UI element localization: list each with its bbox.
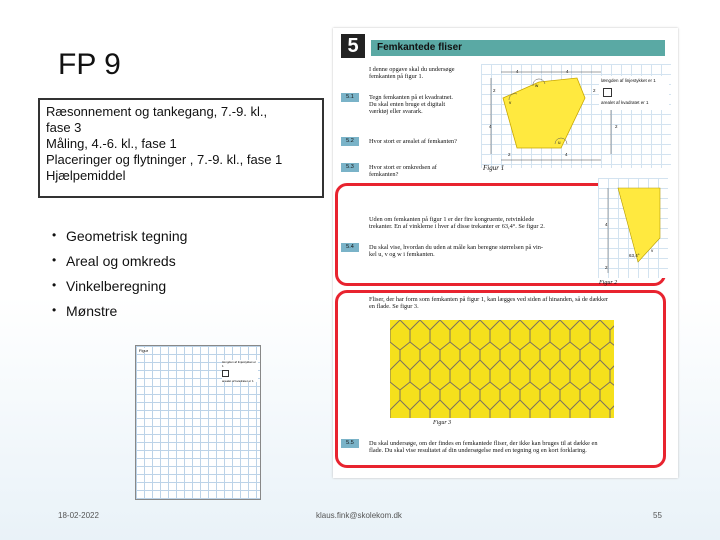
info-line: Ræsonnement og tankegang, 7.-9. kl., xyxy=(46,104,268,119)
figure-2-label: v xyxy=(651,248,654,253)
task-number: 5 xyxy=(341,34,365,58)
info-line: Måling, 4.-6. kl., fase 1 xyxy=(46,136,177,151)
bullet-icon: • xyxy=(52,228,57,242)
task-tag: 5.2 xyxy=(341,137,359,146)
angle-label: w xyxy=(535,83,539,88)
figure-3-caption: Figur 3 xyxy=(433,420,452,426)
dimension-label: 2 xyxy=(593,88,596,93)
unit-square-icon xyxy=(603,88,612,97)
info-line: Hjælpemiddel xyxy=(46,168,126,183)
slide-title: FP 9 xyxy=(58,48,121,81)
dimension-label: 4 xyxy=(489,124,492,129)
task-text: Hvor stort er arealet af femkanten? xyxy=(369,138,457,145)
task-text: Du skal undersøge, om der findes en femkantede fliser, der ikke kan bruges til at dække en flade. Du skal vise resultatet af din undersøgelse med en tegning og en kort forklaring. xyxy=(369,440,598,455)
pentagon-shape xyxy=(503,78,585,148)
bullet-icon: • xyxy=(52,303,57,317)
intro-text: I denne opgave skal du undersøge femkanten på figur 1. xyxy=(369,66,455,81)
figure-2-triangles xyxy=(598,178,668,278)
dimension-label: 4 xyxy=(516,69,519,74)
paragraph-figure-3: Fliser, der har form som femkanten på figur 1, kan lægges ved siden af hinanden, så de dækker en flade. Se figur 3. xyxy=(369,296,608,311)
curriculum-info-box xyxy=(38,98,324,198)
thumbnail-label: Figur xyxy=(139,348,149,353)
list-item: • Vinkelberegning xyxy=(52,278,167,294)
square-icon xyxy=(222,370,229,377)
task-text: Hvor stort er omkredsen af femkanten? xyxy=(369,164,437,179)
info-line: Placeringer og flytninger , 7.-9. kl., fase 1 xyxy=(46,152,283,167)
figure-1-caption: Figur 1 xyxy=(483,164,505,172)
figure-2-label: 63,4° xyxy=(629,253,640,258)
list-item: • Geometrisk tegning xyxy=(52,228,188,244)
figure-3-tiling xyxy=(390,320,614,418)
list-item: • Mønstre xyxy=(52,303,118,319)
dimension-label: 2 xyxy=(508,152,511,157)
dimension-label: 4 xyxy=(566,69,569,74)
task-text: Du skal vise, hvordan du uden at måle kan beregne størrelsen på vin- kel u, v og w i femkanten. xyxy=(369,244,543,259)
figure-2-caption: Figur 2 xyxy=(599,280,618,286)
task-tag: 5.1 xyxy=(341,93,359,102)
answer-sheet-thumbnail xyxy=(135,345,261,500)
footer-date: 18-02-2022 xyxy=(58,511,99,520)
angle-label: v xyxy=(509,100,512,105)
dimension-label: 2 xyxy=(493,88,496,93)
dimension-label: 4 xyxy=(565,152,568,157)
task-tag: 5.5 xyxy=(341,439,359,448)
worksheet-page xyxy=(333,28,678,478)
task-tag: 5.3 xyxy=(341,163,359,172)
topic-list xyxy=(52,228,187,328)
tile-pattern xyxy=(390,320,614,418)
task-tag: 5.4 xyxy=(341,243,359,252)
figure-2-label: 2 xyxy=(605,265,608,270)
list-item: • Areal og omkreds xyxy=(52,253,176,269)
dimension-label: 2 xyxy=(615,124,618,129)
info-line: fase 3 xyxy=(46,120,82,135)
paragraph-figure-2: Uden om femkanten på figur 1 er der fire kongruente, retvinklede trekanter. En af vinklerne i hver af disse trekanter er 63,4°. Se figur 2. xyxy=(369,216,545,231)
bullet-icon: • xyxy=(52,278,57,292)
bullet-icon: • xyxy=(52,253,57,267)
worksheet-heading: Femkantede fliser xyxy=(371,40,665,56)
figure-1-legend: længden af linjestykket er 1 arealet af kvadratet er 1 xyxy=(599,76,669,110)
footer-page-number: 55 xyxy=(653,511,662,520)
figure-2-label: 4 xyxy=(605,222,608,227)
angle-label: u xyxy=(558,140,561,145)
task-text: Tegn femkanten på et kvadratnet. Du skal enten bruge et digitalt værktøj eller svarark. xyxy=(369,94,454,116)
footer-email: klaus.fink@skolekom.dk xyxy=(316,511,402,520)
thumbnail-legend: længden af linjestykket er 1 arealet af kvadratet er 1 xyxy=(222,360,257,383)
triangle-shape xyxy=(618,188,660,262)
